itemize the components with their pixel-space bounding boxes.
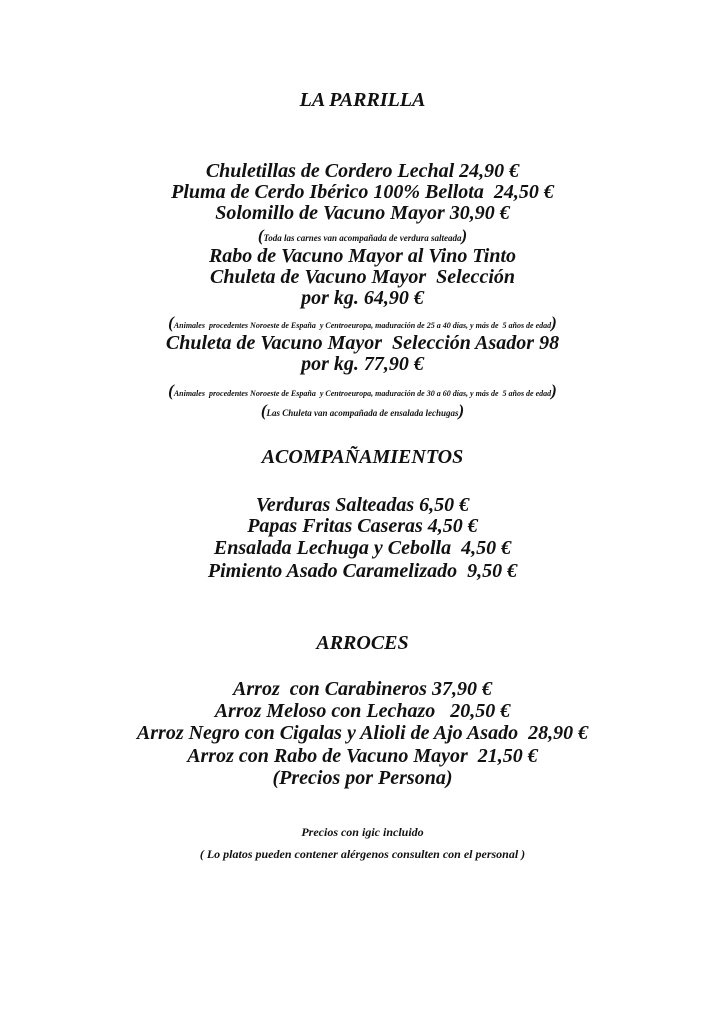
- menu-item: Solomillo de Vacuno Mayor 30,90 €: [215, 202, 510, 224]
- menu-item: Pimiento Asado Caramelizado 9,50 €: [207, 560, 518, 582]
- tax-note: Precios con igic incluido: [301, 825, 424, 839]
- menu-note: (Precios por Persona): [272, 767, 453, 789]
- menu-item: Rabo de Vacuno Mayor al Vino Tinto: [208, 245, 517, 267]
- menu-item: Verduras Salteadas 6,50 €: [255, 494, 470, 516]
- menu-note: (Animales procedentes Noroeste de España y Centroeuropa, maduración de 25 a 40 días, y más de 5 años de edad): [168, 313, 557, 332]
- menu-item: Arroz con Rabo de Vacuno Mayor 21,50 €: [187, 745, 538, 767]
- menu-item: Arroz Meloso con Lechazo 20,50 €: [214, 700, 511, 722]
- menu-item: Papas Fritas Caseras 4,50 €: [247, 515, 478, 537]
- menu-item-price: por kg. 77,90 €: [301, 353, 424, 375]
- menu-note: (Las Chuleta van acompañada de ensalada lechugas): [260, 401, 465, 420]
- section-title-acompanamientos: ACOMPAÑAMIENTOS: [261, 446, 464, 468]
- section-title-parrilla: LA PARRILLA: [299, 89, 426, 111]
- menu-item: Chuleta de Vacuno Mayor Selección Asador 98: [165, 332, 560, 354]
- section-title-arroces: ARROCES: [316, 632, 409, 654]
- menu-item: Ensalada Lechuga y Cebolla 4,50 €: [213, 537, 512, 559]
- menu-item: Pluma de Cerdo Ibérico 100% Bellota 24,50 €: [171, 181, 554, 203]
- menu-item: Chuletillas de Cordero Lechal 24,90 €: [205, 160, 520, 182]
- allergen-note: ( Lo platos pueden contener alérgenos consulten con el personal ): [199, 847, 526, 861]
- menu-note: (Animales procedentes Noroeste de España y Centroeuropa, maduración de 30 a 60 días, y más de 5 años de edad): [168, 381, 557, 400]
- menu-item: Arroz Negro con Cigalas y Alioli de Ajo Asado 28,90 €: [136, 722, 589, 744]
- menu-note: (Toda las carnes van acompañada de verdura salteada): [257, 226, 468, 245]
- menu-item: Arroz con Carabineros 37,90 €: [233, 678, 492, 700]
- menu-item: Chuleta de Vacuno Mayor Selección: [209, 266, 515, 288]
- menu-item-price: por kg. 64,90 €: [301, 287, 424, 309]
